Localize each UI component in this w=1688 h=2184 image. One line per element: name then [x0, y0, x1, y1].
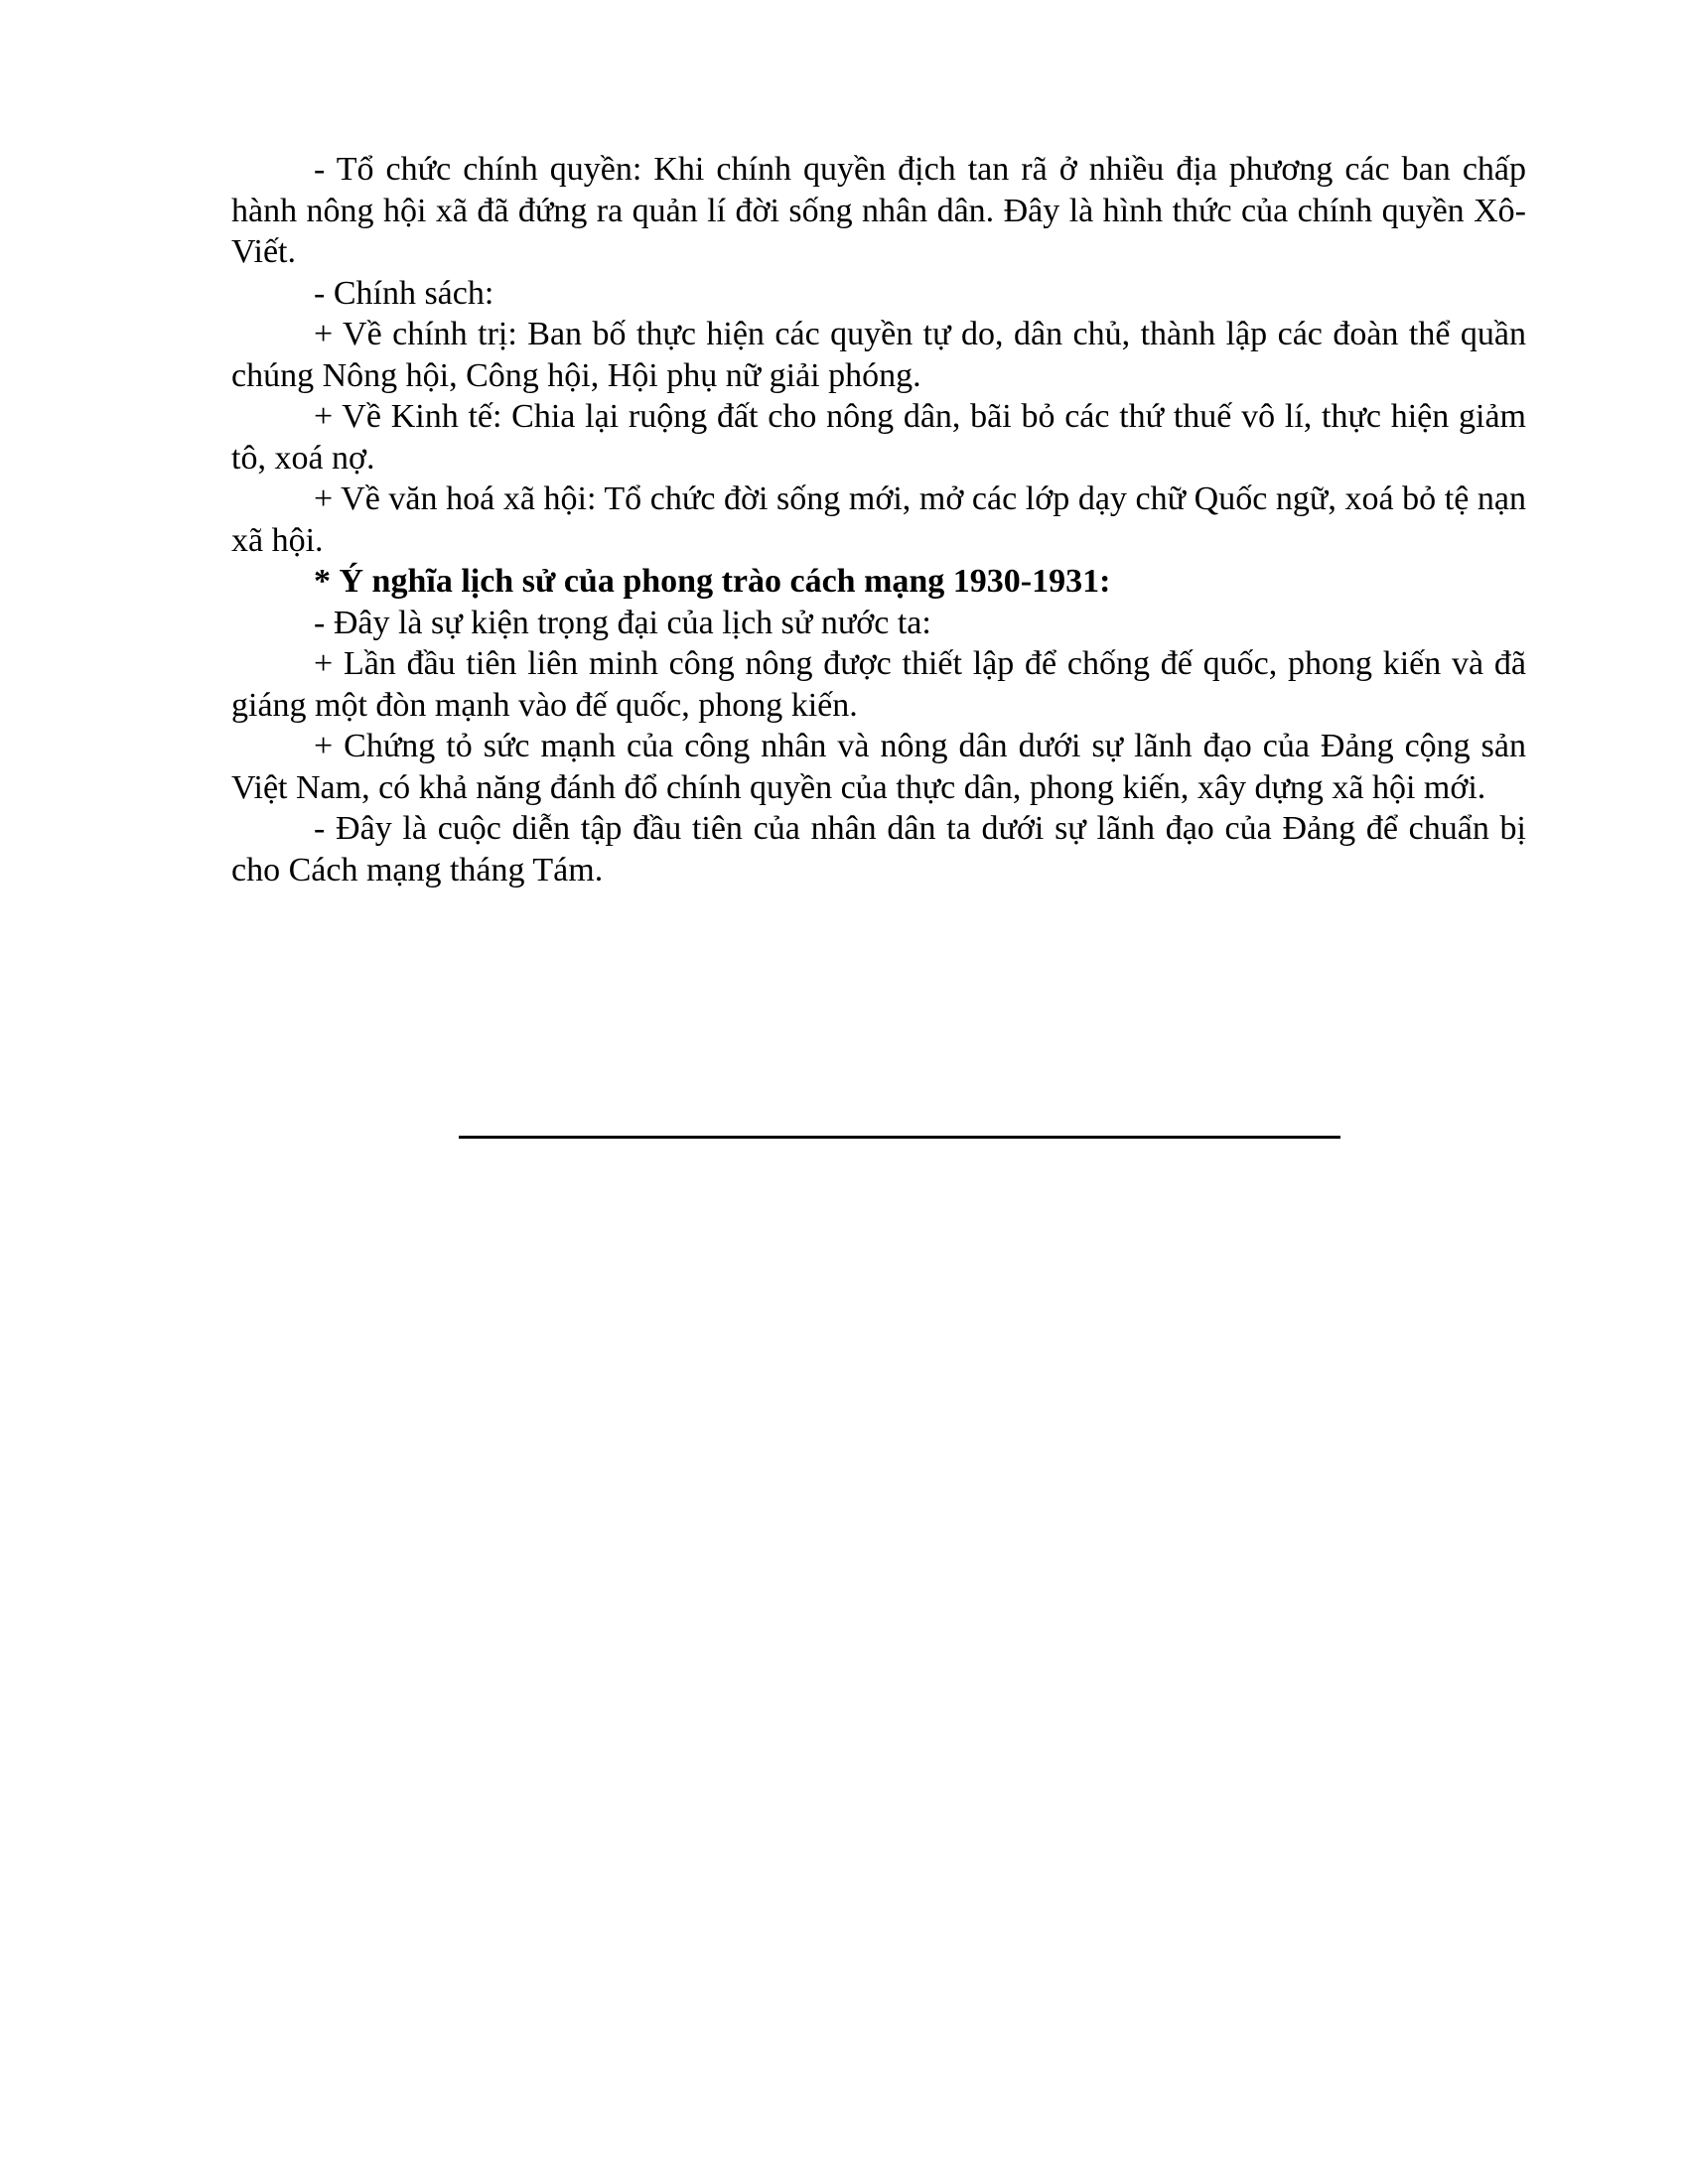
paragraph-suc-manh: + Chứng tỏ sức mạnh của công nhân và nông dân dưới sự lãnh đạo của Đảng cộng sản Việt Nam, có khả năng đánh đổ chính quyền của thực dân, phong kiến, xây dựng xã hội mới.	[231, 728, 1526, 806]
document-body	[231, 149, 1526, 890]
paragraph-chinh-sach: - Chính sách:	[314, 274, 494, 312]
paragraph-chinh-tri: + Về chính trị: Ban bố thực hiện các quyền tự do, dân chủ, thành lập các đoàn thể quần chúng Nông hội, Công hội, Hội phụ nữ giải phóng.	[231, 316, 1526, 394]
paragraph-dien-tap: - Đây là cuộc diễn tập đầu tiên của nhân dân ta dưới sự lãnh đạo của Đảng để chuẩn bị cho Cách mạng tháng Tám.	[231, 810, 1526, 888]
horizontal-divider	[459, 1136, 1340, 1139]
paragraph-kinh-te: + Về Kinh tế: Chia lại ruộng đất cho nông dân, bãi bỏ các thứ thuế vô lí, thực hiện giảm tô, xoá nợ.	[231, 398, 1526, 477]
section-heading-y-nghia: * Ý nghĩa lịch sử của phong trào cách mạng 1930-1931:	[314, 563, 1111, 600]
paragraph-su-kien-trong-dai: - Đây là sự kiện trọng đại của lịch sử nước ta:	[314, 604, 931, 641]
paragraph-to-chuc-chinh-quyen: - Tổ chức chính quyền: Khi chính quyền địch tan rã ở nhiều địa phương các ban chấp hành nông hội xã đã đứng ra quản lí đời sống nhân dân. Đây là hình thức của chính quyền Xô-Viết.	[231, 151, 1526, 270]
paragraph-lien-minh-cong-nong: + Lần đầu tiên liên minh công nông được thiết lập để chống đế quốc, phong kiến và đã giáng một đòn mạnh vào đế quốc, phong kiến.	[231, 645, 1526, 724]
paragraph-van-hoa-xa-hoi: + Về văn hoá xã hội: Tổ chức đời sống mới, mở các lớp dạy chữ Quốc ngữ, xoá bỏ tệ nạn xã hội.	[231, 480, 1526, 559]
